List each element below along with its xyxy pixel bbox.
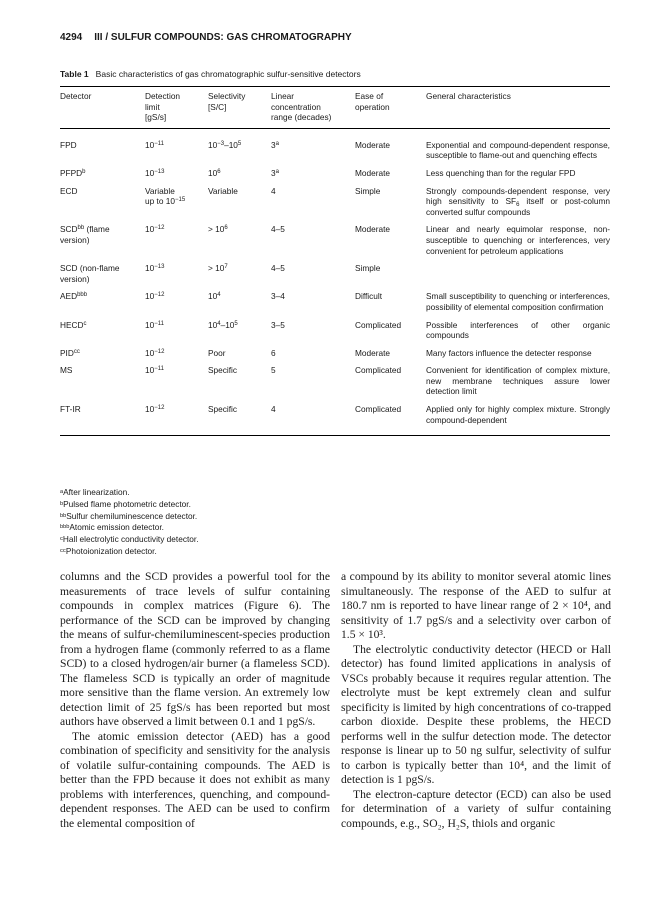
table-caption-text: Basic characteristics of gas chromatographic sulfur-sensitive detectors (95, 69, 361, 79)
cell-general (426, 263, 610, 291)
table-row (60, 348, 610, 366)
cell-ease: Simple (355, 185, 381, 196)
col-header-selectivity: Selectivity [S/C] (208, 87, 271, 129)
cell-selectivity: $10^4$ (208, 291, 221, 302)
table-label: Table 1 (60, 69, 89, 79)
cell-ease: Moderate (355, 139, 391, 150)
cell-limit: Variable up to $10^{-15}$ (145, 185, 186, 207)
cell-detector: $SCD^{bb}$ (flame version) (60, 224, 110, 245)
table-caption (60, 69, 610, 79)
cell-selectivity: > $10^6$ (208, 224, 228, 235)
running-title: III / SULFUR COMPOUNDS: GAS CHROMATOGRAPHY (94, 32, 352, 43)
cell-ease: Difficult (355, 291, 383, 302)
cell-selectivity: Specific (208, 365, 238, 376)
cell-general: Many factors influence the detecter response (426, 347, 592, 358)
cell-ease: Moderate (355, 167, 391, 178)
paragraph: a compound by its ability to monitor several atomic lines simultaneously. The response of the AED to sulfur at 180.7 nm is reported to have linear range of 2 × 10⁴, and sensitivity of 1.7 pgS/s and a selectivity over carbon of 1.5 × 10³. (341, 570, 611, 641)
cell-general: Strongly compounds-dependent response, very high sensitivity to $SF_6$ itself or post-column converted sulfur compounds (426, 185, 610, 217)
paragraph: columns and the SCD provides a powerful tool for the measurements of trace levels of sulfur containing compounds in complex matrices (Figure 6). The performance of the SCD can be improved by changing the means of sulfur-chemiluminescent-species production from a hydrogen flame (commonly referred to as a flame SCD) to a closed hydrogen/air burner (a flameless SCD). The flameless SCD is typically an order of magnitude more sensitive than the flame version. An extremely low detection limit of 25 fgS/s has been reported but most authors have observed a limit between 0.1 and 1 pgS/s. (60, 570, 330, 728)
body-column-right (341, 570, 611, 831)
cell-ease: Moderate (355, 347, 391, 358)
cell-range: 3$^a$ (271, 139, 279, 150)
cell-general: Less quenching than for the regular FPD (426, 167, 576, 178)
cell-range: 4–5 (271, 224, 285, 235)
cell-limit: $10^{-11}$ (145, 139, 164, 150)
table-row (60, 404, 610, 436)
page-number: 4294 (60, 32, 83, 43)
cell-ease: Moderate (355, 224, 391, 235)
cell-detector: FT-IR (60, 404, 145, 436)
cell-limit: $10^{-12}$ (145, 404, 208, 436)
cell-range: 3–5 (271, 319, 285, 330)
cell-detector: FPD (60, 139, 77, 150)
cell-range: 3$^a$ (271, 167, 279, 178)
paragraph: The electrolytic conductivity detector (HECD or Hall detector) has found limited applications in analysis of VSCs probably because it requires regular attention. The electrolyte must be kept extremely clean and sulfur specificity is limited by high concentrations of co-trapped carbon dioxide. Despite these problems, the HECD performs well in the sulfur detection mode. The detector response is linear up to 50 ng sulfur, selectivity of sulfur to carbon is typically better than 10⁴, and the limit of detection is 1 pgS/s. (341, 642, 611, 786)
cell-ease: Complicated (355, 404, 426, 436)
cell-range: 3–4 (271, 291, 285, 302)
table-row (60, 224, 610, 263)
table-footnotes (60, 487, 610, 558)
table-header-row (60, 87, 610, 129)
footnote: ᵇᵇSulfur chemiluminescence detector. (60, 510, 198, 521)
cell-range: 4 (271, 404, 355, 436)
cell-range: 6 (271, 347, 276, 358)
table-row (60, 128, 610, 168)
cell-limit: $10^{-13}$ (145, 167, 165, 178)
cell-detector: PFPD$^b$ (60, 167, 86, 178)
cell-general: Small susceptibility to quenching or interferences, possibility of elemental composition confirmation (426, 291, 610, 312)
cell-ease: Complicated (355, 365, 402, 376)
cell-general: Exponential and compound-dependent response, susceptible to flame-out and quenching effects (426, 139, 610, 161)
cell-detector: $PID^{cc}$ (60, 347, 80, 358)
cell-general: Convenient for identification of complex mixture, new membrane techniques assure lower detection limit (426, 365, 610, 397)
paragraph: The electron-capture detector (ECD) can also be used for determination of a variety of sulfur containing compounds, e.g., SO₂, H₂S, thiols and organic (341, 787, 611, 830)
cell-general: Possible interferences of other organic compounds (426, 319, 610, 341)
cell-limit: $10^{-11}$ (145, 365, 164, 376)
footnote: ᵇPulsed flame photometric detector. (60, 498, 191, 509)
cell-limit: $10^{-12}$ (145, 224, 165, 235)
cell-selectivity: $10^4-10^5$ (208, 319, 238, 330)
body-column-left (60, 570, 330, 831)
cell-selectivity: $10^{-3}-10^5$ (208, 139, 242, 150)
paragraph: The atomic emission detector (AED) has a good combination of specificity and sensitivity for the analysis of volatile sulfur-containing compounds. The AED is better than the FPD because it does not exhibit as many problems with interferences, quenching, and compound-dependent responses. The AED can be used to confirm the elemental composition of (60, 729, 330, 830)
col-header-detection-limit: Detection limit [gS/s] (145, 87, 208, 129)
cell-limit: $10^{-13}$ (145, 263, 165, 274)
table-row (60, 320, 610, 348)
cell-general: Applied only for highly complex mixture. Strongly compound-dependent (426, 404, 610, 436)
col-header-linear-range: Linear concentration range (decades) (271, 87, 355, 129)
cell-range: 4–5 (271, 263, 285, 274)
cell-detector: HECD$^c$ (60, 319, 87, 330)
cell-range: 4 (271, 185, 276, 196)
cell-general: Linear and nearly equimolar response, non-susceptible to quenching or interferences, very convenient for petroleum applications (426, 224, 610, 256)
detector-table (60, 86, 610, 436)
footnote: ᶜᶜPhotoionization detector. (60, 545, 157, 556)
cell-selectivity: $10^6$ (208, 167, 221, 178)
table-row (60, 291, 610, 319)
cell-selectivity: > $10^7$ (208, 263, 228, 274)
cell-detector: MS (60, 365, 73, 376)
cell-range: 5 (271, 365, 276, 376)
cell-limit: $10^{-12}$ (145, 347, 165, 358)
table-row (60, 263, 610, 291)
table-row (60, 168, 610, 186)
footnote: ᶜHall electrolytic conductivity detector. (60, 534, 199, 545)
cell-ease: Complicated (355, 319, 402, 330)
running-head (60, 32, 610, 43)
cell-selectivity: Specific (208, 404, 271, 436)
table-row (60, 365, 610, 404)
cell-ease: Simple (355, 263, 381, 274)
cell-detector: ECD (60, 185, 78, 196)
footnote: ᵇᵇᵇAtomic emission detector. (60, 522, 164, 533)
footnote: ᵃAfter linearization. (60, 487, 130, 497)
cell-detector: SCD (non-flame version) (60, 263, 120, 284)
col-header-general: General characteristics (426, 87, 610, 129)
col-header-ease: Ease of operation (355, 87, 426, 129)
table-row (60, 186, 610, 225)
cell-detector: $AED^{bbb}$ (60, 291, 88, 302)
cell-limit: $10^{-11}$ (145, 319, 164, 330)
col-header-detector: Detector (60, 87, 145, 129)
cell-selectivity: Variable (208, 185, 238, 196)
cell-limit: $10^{-12}$ (145, 291, 165, 302)
cell-selectivity: Poor (208, 347, 226, 358)
